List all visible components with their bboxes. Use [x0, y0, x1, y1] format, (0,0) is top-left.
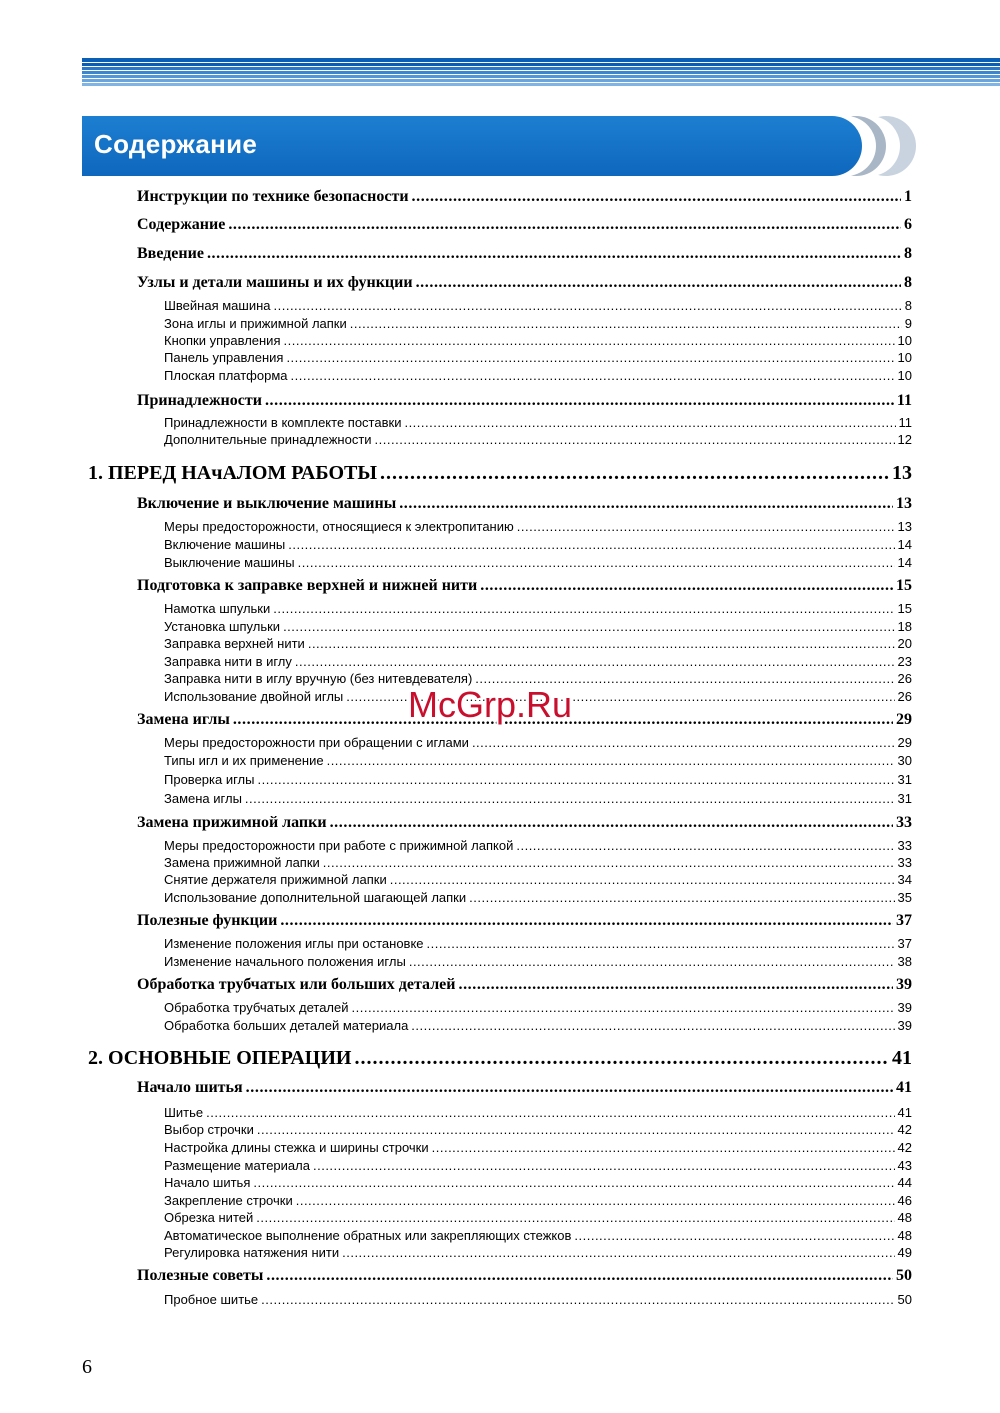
- leader-dots: [342, 1245, 894, 1260]
- toc-entry-label: Настройка длины стежка и ширины строчки: [164, 1140, 429, 1155]
- leader-dots: [265, 392, 894, 410]
- toc-item[interactable]: [164, 1228, 912, 1243]
- leader-dots: [261, 1292, 894, 1307]
- toc-entry-label: Подготовка к заправке верхней и нижней нити: [137, 577, 478, 594]
- leader-dots: [274, 298, 902, 313]
- toc-item[interactable]: [164, 636, 912, 651]
- leader-dots: [207, 245, 901, 263]
- toc-entry-label: Выбор строчки: [164, 1122, 254, 1137]
- toc-entry-page: 29: [896, 711, 912, 728]
- toc-entry-page: 39: [897, 1018, 912, 1033]
- toc-entry-label: Полезные функции: [137, 912, 278, 929]
- toc-entry-label: Начало шитья: [137, 1079, 243, 1096]
- toc-entry-page: 50: [896, 1267, 912, 1284]
- toc-item[interactable]: [164, 316, 912, 331]
- toc-entry-page: 20: [897, 636, 912, 651]
- toc-section[interactable]: [137, 912, 912, 930]
- leader-dots: [427, 936, 895, 951]
- toc-entry-page: 18: [897, 619, 912, 634]
- toc-entry-label: Швейная машина: [164, 298, 271, 313]
- toc-entry-label: Использование двойной иглы: [164, 689, 344, 704]
- toc-entry-page: 13: [892, 462, 912, 484]
- toc-entry-label: Начало шитья: [164, 1175, 251, 1190]
- toc-section[interactable]: [137, 814, 912, 832]
- leader-dots: [411, 1018, 894, 1033]
- toc-entry-page: 35: [897, 890, 912, 905]
- toc-item[interactable]: [164, 619, 912, 634]
- toc-section[interactable]: [137, 274, 912, 292]
- toc-entry-page: 43: [897, 1158, 912, 1173]
- toc-entry-label: Замена прижимной лапки: [164, 855, 320, 870]
- toc-entry-label: Обработка больших деталей материала: [164, 1018, 409, 1033]
- toc-entry-label: Замена прижимной лапки: [137, 814, 327, 831]
- leader-dots: [284, 333, 895, 348]
- toc-item[interactable]: [164, 855, 912, 870]
- toc-entry-page: 39: [897, 1000, 912, 1015]
- toc-entry-label: 1. ПЕРЕД НАчАЛОМ РАБОТЫ: [88, 462, 377, 484]
- toc-item[interactable]: [164, 1140, 912, 1155]
- leader-dots: [327, 753, 895, 768]
- toc-item[interactable]: [164, 333, 912, 348]
- toc-entry-label: Автоматическое выполнение обратных или закрепляющих стежков: [164, 1228, 572, 1243]
- toc-item[interactable]: [164, 1018, 912, 1033]
- toc-entry-page: 31: [897, 791, 912, 806]
- toc-entry-page: 33: [897, 855, 912, 870]
- leader-dots: [288, 537, 894, 552]
- toc-entry-label: Изменение положения иглы при остановке: [164, 936, 424, 951]
- toc-entry-page: 14: [897, 555, 912, 570]
- toc-entry-label: Принадлежности: [137, 392, 262, 409]
- leader-dots: [375, 432, 895, 447]
- toc-section[interactable]: [137, 188, 912, 206]
- toc-entry-page: 11: [896, 392, 912, 409]
- toc-item[interactable]: [164, 838, 912, 853]
- toc-entry-label: Обрезка нитей: [164, 1210, 254, 1225]
- page-title: Содержание: [94, 129, 258, 159]
- leader-dots: [273, 601, 894, 616]
- top-decorative-stripes: [82, 58, 1000, 86]
- toc-entry-label: Намотка шпульки: [164, 601, 271, 616]
- toc-entry-label: 2. ОСНОВНЫЕ ОПЕРАЦИИ: [88, 1047, 352, 1069]
- toc-entry-page: 37: [897, 936, 912, 951]
- leader-dots: [352, 1000, 895, 1015]
- toc-entry-label: Обработка трубчатых деталей: [164, 1000, 349, 1015]
- toc-item[interactable]: [164, 753, 912, 768]
- toc-section[interactable]: [137, 577, 912, 595]
- leader-dots: [472, 735, 895, 750]
- toc-entry-label: Полезные советы: [137, 1267, 264, 1284]
- leader-dots: [257, 1122, 895, 1137]
- toc-item[interactable]: [164, 735, 912, 750]
- leader-dots: [380, 462, 889, 485]
- toc-item[interactable]: [164, 872, 912, 887]
- toc-section[interactable]: [137, 245, 912, 263]
- toc-entry-page: 41: [892, 1047, 912, 1069]
- toc-entry-page: 31: [897, 772, 912, 787]
- toc-entry-label: Снятие держателя прижимной лапки: [164, 872, 387, 887]
- toc-entry-page: 29: [897, 735, 912, 750]
- toc-item[interactable]: [164, 1105, 912, 1120]
- toc-entry-label: Изменение начального положения иглы: [164, 954, 406, 969]
- toc-entry-label: Заправка нити в иглу вручную (без нитевдевателя): [164, 671, 473, 686]
- leader-dots: [258, 772, 895, 787]
- leader-dots: [266, 1267, 893, 1285]
- leader-dots: [256, 1210, 894, 1225]
- toc-item[interactable]: [164, 890, 912, 905]
- leader-dots: [350, 316, 902, 331]
- toc-entry-page: 14: [897, 537, 912, 552]
- toc-entry-page: 37: [896, 912, 912, 929]
- toc-entry-page: 15: [897, 601, 912, 616]
- toc-entry-label: Инструкции по технике безопасности: [137, 188, 409, 205]
- leader-dots: [245, 791, 895, 806]
- toc-item[interactable]: [164, 432, 912, 447]
- toc-section[interactable]: [137, 495, 912, 513]
- toc-item[interactable]: [164, 1175, 912, 1190]
- toc-section[interactable]: [137, 1079, 912, 1097]
- leader-dots: [469, 890, 894, 905]
- toc-entry-page: 13: [897, 519, 912, 534]
- toc-entry-page: 15: [896, 577, 912, 594]
- toc-entry-page: 10: [897, 333, 912, 348]
- toc-item[interactable]: [164, 519, 912, 534]
- toc-entry-label: Заправка верхней нити: [164, 636, 305, 651]
- toc-item[interactable]: [164, 1245, 912, 1260]
- leader-dots: [390, 872, 895, 887]
- toc-entry-label: Регулировка натяжения нити: [164, 1245, 340, 1260]
- toc-section[interactable]: [137, 216, 912, 234]
- toc-entry-page: 11: [898, 415, 912, 430]
- leader-dots: [480, 577, 893, 595]
- leader-dots: [280, 912, 893, 930]
- leader-dots: [432, 1140, 895, 1155]
- toc-entry-label: Узлы и детали машины и их функции: [137, 274, 413, 291]
- leader-dots: [409, 954, 895, 969]
- toc-entry-label: Закрепление строчки: [164, 1193, 293, 1208]
- toc-entry-label: Зона иглы и прижимной лапки: [164, 316, 347, 331]
- toc-item[interactable]: [164, 1000, 912, 1015]
- leader-dots: [323, 855, 895, 870]
- toc-entry-label: Шитье: [164, 1105, 204, 1120]
- toc-entry-label: Выключение машины: [164, 555, 295, 570]
- toc-entry-page: 50: [897, 1292, 912, 1307]
- toc-entry-label: Установка шпульки: [164, 619, 281, 634]
- toc-entry-page: 23: [897, 654, 912, 669]
- leader-dots: [286, 350, 894, 365]
- toc-item[interactable]: [164, 654, 912, 669]
- toc-entry-label: Размещение материала: [164, 1158, 310, 1173]
- toc-entry-label: Принадлежности в комплекте поставки: [164, 415, 402, 430]
- toc-item[interactable]: [164, 350, 912, 365]
- toc-entry-page: 8: [904, 298, 912, 313]
- toc-entry-page: 48: [897, 1210, 912, 1225]
- toc-item[interactable]: [164, 298, 912, 313]
- leader-dots: [458, 976, 893, 994]
- toc-entry-page: 33: [896, 814, 912, 831]
- leader-dots: [313, 1158, 895, 1173]
- toc-entry-page: 49: [897, 1245, 912, 1260]
- leader-dots: [354, 1047, 889, 1070]
- toc-entry-page: 48: [897, 1228, 912, 1243]
- toc-entry-label: Введение: [137, 245, 204, 262]
- leader-dots: [283, 619, 894, 634]
- leader-dots: [308, 636, 895, 651]
- leader-dots: [291, 368, 895, 383]
- toc-entry-page: 1: [904, 188, 912, 205]
- toc-entry-label: Включение машины: [164, 537, 286, 552]
- toc-item[interactable]: [164, 1158, 912, 1173]
- leader-dots: [228, 216, 901, 234]
- toc-item[interactable]: [164, 791, 912, 806]
- leader-dots: [298, 555, 895, 570]
- toc-entry-label: Меры предосторожности при работе с прижимной лапкой: [164, 838, 514, 853]
- toc-entry-label: Панель управления: [164, 350, 284, 365]
- toc-item[interactable]: [164, 1210, 912, 1225]
- toc-item[interactable]: [164, 1193, 912, 1208]
- toc-entry-label: Обработка трубчатых или больших деталей: [137, 976, 456, 993]
- toc-entry-label: Замена иглы: [164, 791, 242, 806]
- toc-entry-label: Дополнительные принадлежности: [164, 432, 372, 447]
- toc-entry-page: 34: [897, 872, 912, 887]
- toc-entry-label: Заправка нити в иглу: [164, 654, 292, 669]
- toc-chapter[interactable]: [88, 1047, 912, 1070]
- toc-entry-label: Замена иглы: [137, 711, 230, 728]
- toc-entry-page: 41: [896, 1079, 912, 1096]
- toc-item[interactable]: [164, 368, 912, 383]
- toc-item[interactable]: [164, 954, 912, 969]
- leader-dots: [295, 654, 895, 669]
- page-title-band: [82, 116, 862, 176]
- toc-entry-label: Использование дополнительной шагающей лапки: [164, 890, 467, 905]
- toc-entry-page: 13: [896, 495, 912, 512]
- leader-dots: [206, 1105, 894, 1120]
- toc-entry-page: 46: [897, 1193, 912, 1208]
- toc-entry-label: Кнопки управления: [164, 333, 281, 348]
- toc-entry-page: 26: [897, 689, 912, 704]
- leader-dots: [574, 1228, 894, 1243]
- toc-item[interactable]: [164, 772, 912, 787]
- leader-dots: [416, 274, 901, 292]
- toc-entry-label: Плоская платформа: [164, 368, 288, 383]
- toc-item[interactable]: [164, 537, 912, 552]
- toc-item[interactable]: [164, 555, 912, 570]
- toc-item[interactable]: [164, 1122, 912, 1137]
- watermark: McGrp.Ru: [408, 684, 573, 725]
- toc-entry-page: 12: [897, 432, 912, 447]
- toc-entry-label: Содержание: [137, 216, 226, 233]
- toc-section[interactable]: [137, 1267, 912, 1285]
- toc-item[interactable]: [164, 601, 912, 616]
- toc-entry-page: 10: [897, 350, 912, 365]
- toc-chapter[interactable]: [88, 462, 912, 485]
- toc-entry-page: 10: [897, 368, 912, 383]
- leader-dots: [516, 838, 894, 853]
- toc-entry-page: 41: [897, 1105, 912, 1120]
- toc-entry-label: Проверка иглы: [164, 772, 255, 787]
- leader-dots: [246, 1079, 893, 1097]
- toc-entry-page: 30: [897, 753, 912, 768]
- toc-item[interactable]: [164, 936, 912, 951]
- toc-entry-label: Меры предосторожности при обращении с иглами: [164, 735, 469, 750]
- toc-entry-page: 8: [904, 274, 912, 291]
- toc-item[interactable]: [164, 1292, 912, 1307]
- toc-entry-label: Включение и выключение машины: [137, 495, 397, 512]
- toc-entry-page: 38: [897, 954, 912, 969]
- page-number: 6: [82, 1356, 92, 1378]
- toc-section[interactable]: [137, 392, 912, 410]
- toc-item[interactable]: [164, 415, 912, 430]
- toc-entry-page: 9: [904, 316, 912, 331]
- toc-entry-page: 44: [897, 1175, 912, 1190]
- leader-dots: [330, 814, 893, 832]
- toc-entry-page: 42: [897, 1122, 912, 1137]
- toc-section[interactable]: [137, 976, 912, 994]
- leader-dots: [412, 188, 901, 206]
- leader-dots: [399, 495, 893, 513]
- toc-entry-label: Меры предосторожности, относящиеся к электропитанию: [164, 519, 514, 534]
- toc-entry-label: Типы игл и их применение: [164, 753, 324, 768]
- toc-entry-page: 26: [897, 671, 912, 686]
- leader-dots: [253, 1175, 894, 1190]
- leader-dots: [517, 519, 895, 534]
- toc-entry-page: 33: [897, 838, 912, 853]
- toc-entry-page: 39: [896, 976, 912, 993]
- leader-dots: [404, 415, 895, 430]
- toc-entry-page: 8: [904, 245, 912, 262]
- toc-entry-page: 6: [904, 216, 912, 233]
- toc-entry-label: Пробное шитье: [164, 1292, 259, 1307]
- leader-dots: [296, 1193, 895, 1208]
- toc-entry-page: 42: [897, 1140, 912, 1155]
